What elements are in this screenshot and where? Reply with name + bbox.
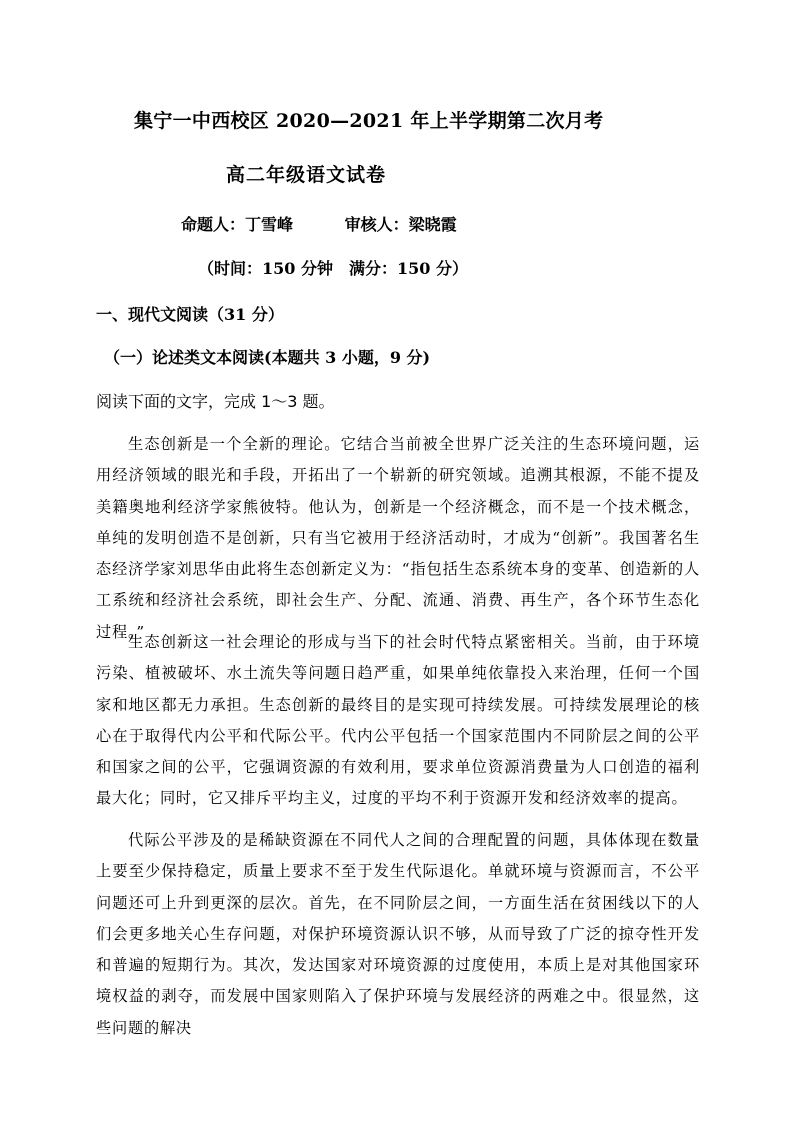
exam-subtitle: 高二年级语文试卷: [226, 164, 387, 186]
subsection-heading: （一）论述类文本阅读(本题共 3 小题，9 分): [104, 348, 431, 367]
passage-paragraph-3: 代际公平涉及的是稀缺资源在不同代人之间的合理配置的问题，具体体现在数量上要至少保持稳定，质量上要求不至于发生代际退化。单就环境与资源而言，不公平问题还可上升到更深的层次。首先，在不同阶层之间，一方面生活在贫困线以下的人们会更多地关心生存问题，对保护环境资源认识不够，从而导致了广泛的掠夺性开发和普遍的短期行为。其次，发达国家对环境资源的过度使用，本质上是对其他国家环境权益的剥夺，而发展中国家则陷入了保护环境与发展经济的两难之中。很显然，这些问题的解决: [96, 831, 700, 1037]
exam-title: 集宁一中西校区 2020—2021 年上半学期第二次月考: [134, 110, 604, 132]
exam-time-info: （时间：150 分钟 满分：150 分）: [198, 259, 468, 278]
passage-paragraph-1: 生态创新是一个全新的理论。它结合当前被全世界广泛关注的生态环境问题，运用经济领域的眼光和手段，开拓出了一个崭新的研究领域。追溯其根源，不能不提及美籍奥地利经济学家熊彼特。他认为，创新是一个经济概念，而不是一个技术概念，单纯的发明创造不是创新，只有当它被用于经济活动时，才成为“创新”。我国著名生态经济学家刘思华由此将生态创新定义为：“指包括生态系统本身的变革、创造新的人工系统和经济社会系统，即社会生产、分配、流通、消费、再生产，各个环节生态化过程。”: [96, 435, 700, 641]
passage-paragraph-2: 生态创新这一社会理论的形成与当下的社会时代特点紧密相关。当前，由于环境污染、植被破坏、水土流失等问题日趋严重，如果单纯依靠投入来治理，任何一个国家和地区都无力承担。生态创新的最终目的是实现可持续发展。可持续发展理论的核心在于取得代内公平和代际公平。代内公平包括一个国家范围内不同阶层之间的公平和国家之间的公平，它强调资源的有效利用，要求单位资源消费量为人口创造的福利最大化；同时，它又排斥平均主义，过度的平均不利于资源开发和经济效率的提高。: [96, 633, 700, 808]
section-heading: 一、现代文阅读（31 分）: [96, 305, 284, 324]
exam-author: 命题人：丁雪峰: [181, 215, 294, 234]
reading-instruction: 阅读下面的文字，完成 1～3 题。: [96, 392, 335, 411]
exam-reviewer: 审核人：梁晓霞: [344, 215, 457, 234]
exam-staff-row: [181, 212, 457, 235]
